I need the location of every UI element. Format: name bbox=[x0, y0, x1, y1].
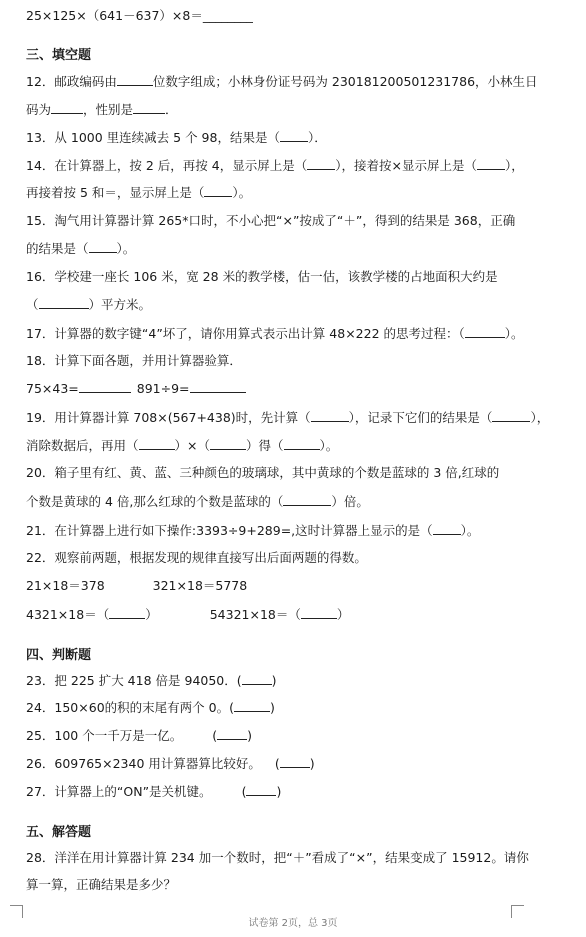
q16-blank bbox=[39, 296, 89, 309]
q12-line1: 12．邮政编码由 位数字组成；小林身份证号码为 230181200501231786，小林生日 bbox=[26, 74, 538, 89]
q12-blank-1 bbox=[117, 73, 153, 86]
q15-line1: 15．淘气用计算器计算 265*口时，不小心把“×”按成了“＋”，得到的结果是 368，正确 bbox=[26, 213, 516, 228]
q16-line2: （ ）平方米。 bbox=[26, 297, 152, 312]
q22-examples: 21×18＝378 321×18＝5778 bbox=[26, 578, 248, 593]
q12-line2: 码为 ，性别是 ． bbox=[26, 102, 178, 117]
q13: 13．从 1000 里连续减去 5 个 98，结果是（ ）． bbox=[26, 130, 327, 145]
q21-blank bbox=[433, 522, 461, 535]
q18-blank-1 bbox=[79, 380, 131, 393]
q15-blank bbox=[89, 240, 117, 253]
q19-line2: 消除数据后，再用（ ）×（ ）得（ ）。 bbox=[26, 438, 339, 453]
q20-line1: 20．箱子里有红、黄、蓝、三种颜色的玻璃球，其中黄球的个数是蓝球的 3 倍,红球的 bbox=[26, 465, 500, 480]
q28-line1: 28．洋洋在用计算器计算 234 加一个数时，把“＋”看成了“×”，结果变成了 15912。请你 bbox=[26, 850, 529, 865]
q19-line1: 19．用计算器计算 708×(567+438)时，先计算（ ），记录下它们的结果是（ ）， bbox=[26, 410, 550, 425]
q21: 21．在计算器上进行如下操作:3393÷9+289=,这时计算器上显示的是（ ）。 bbox=[26, 523, 480, 538]
section-5-title: 五、解答题 bbox=[26, 825, 92, 840]
q14-line2: 再接着按 5 和＝，显示屏上是（ ）。 bbox=[26, 185, 252, 200]
q14-line1: 14．在计算器上，按 2 后，再按 4，显示屏上是（ ），接着按×显示屏上是（ ）， bbox=[26, 158, 524, 173]
q28-line2: 算一算，正确结果是多少？ bbox=[26, 877, 177, 892]
q23: 23．把 225 扩大 418 倍是 94050．( ) bbox=[26, 673, 277, 688]
q23-blank bbox=[242, 672, 272, 685]
section-3-title: 三、填空题 bbox=[26, 48, 92, 63]
q25-blank bbox=[217, 727, 247, 740]
q22-questions: 4321×18＝（ ） 54321×18＝（ ） bbox=[26, 607, 350, 622]
q24: 24．150×60的积的末尾有两个 0。( ) bbox=[26, 700, 275, 715]
q20-blank bbox=[283, 493, 331, 506]
q25: 25．100 个一千万是一亿。 ( ) bbox=[26, 728, 253, 743]
q12-blank-2 bbox=[51, 101, 83, 114]
q18-line2: 75×43= 891÷9= bbox=[26, 380, 246, 397]
section-4-title: 四、判断题 bbox=[26, 648, 92, 663]
q22-line1: 22．观察前两题，根据发现的规律直接写出后面两题的得数。 bbox=[26, 550, 367, 565]
q19-blank-5 bbox=[284, 437, 320, 450]
q24-blank bbox=[234, 699, 270, 712]
q18-line1: 18．计算下面各题，并用计算器验算． bbox=[26, 353, 242, 368]
q13-blank bbox=[280, 129, 308, 142]
q17: 17．计算器的数字键“4”坏了，请你用算式表示出计算 48×222 的思考过程：（ ）。 bbox=[26, 326, 524, 341]
q19-blank-4 bbox=[210, 437, 246, 450]
expression-text: 25×125×（641－637）×8＝ bbox=[26, 8, 203, 23]
q20-line2: 个数是黄球的 4 倍,那么红球的个数是蓝球的（ ）倍。 bbox=[26, 494, 369, 509]
page-footer: 试卷第 2页，总 3页 bbox=[248, 918, 338, 929]
q26: 26．609765×2340 用计算器算比较好。 ( ) bbox=[26, 756, 315, 771]
q19-blank-3 bbox=[139, 437, 175, 450]
answer-blank: ________ bbox=[202, 8, 253, 23]
q14-blank-3 bbox=[204, 184, 232, 197]
q16-line1: 16．学校建一座长 106 米，宽 28 米的教学楼，估一估，该教学楼的占地面积大约是 bbox=[26, 269, 498, 284]
q12-blank-3 bbox=[133, 101, 165, 114]
q14-blank-1 bbox=[307, 157, 335, 170]
q15-line2: 的结果是（ ）。 bbox=[26, 241, 136, 256]
q18-blank-2 bbox=[190, 380, 246, 393]
q27-blank bbox=[246, 783, 276, 796]
q19-blank-1 bbox=[311, 409, 349, 422]
q19-blank-2 bbox=[492, 409, 530, 422]
q26-blank bbox=[280, 755, 310, 768]
q17-blank bbox=[465, 325, 505, 338]
top-expression bbox=[26, 8, 253, 24]
q22-blank-1 bbox=[109, 606, 145, 619]
q22-blank-2 bbox=[301, 606, 337, 619]
q27: 27．计算器上的“ON”是关机键。 ( ) bbox=[26, 784, 282, 799]
q14-blank-2 bbox=[477, 157, 505, 170]
